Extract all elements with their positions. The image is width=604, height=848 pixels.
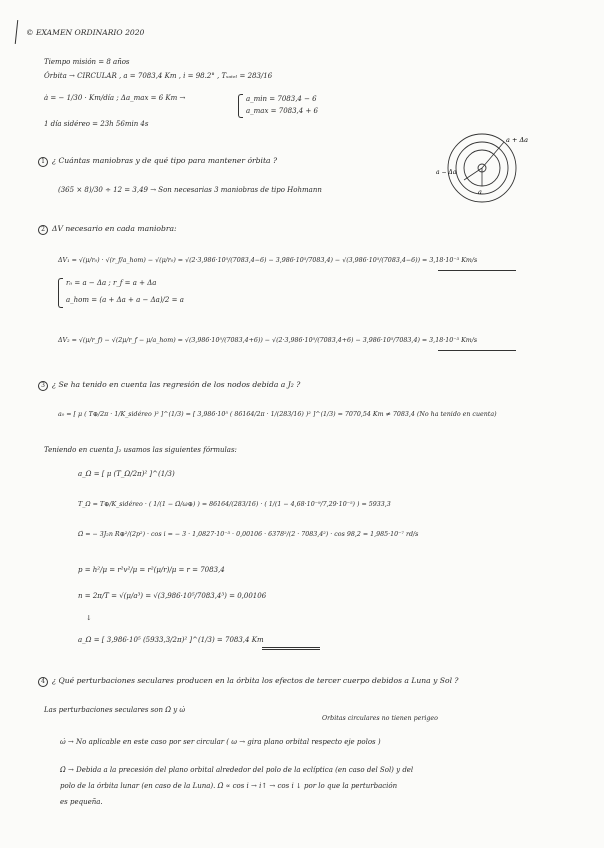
q4-line-2: ω̇ → No aplicable en este caso por ser circular ( ω → gira plano orbital respecto eje polos ) (60, 738, 381, 746)
q3-result-underline (262, 647, 320, 648)
given-line-4: 1 día sidéreo = 23h 56min 4s (44, 120, 149, 128)
q3-number: 3 (38, 381, 48, 391)
q3-a0: a₀ = [ μ ( T⊕/2π · 1/K_sidéreo )² ]^(1/3) = [ 3,986·10⁵ ( 86164/2π · 1/(283/16) )² ]^(1/3) = 7070,54 Km ≠ 7083,4 (No ha tenido en cuenta) (58, 411, 497, 418)
q1-number: 1 (38, 157, 48, 167)
q4-line-1: Las perturbaciones seculares son Ω̇ y ω̇ (44, 706, 186, 714)
q4-note: Orbitas circulares no tienen perigeo (322, 715, 438, 722)
q3-arrow: ↓ (86, 614, 92, 622)
q4-line-4: polo de la órbita lunar (en caso de la Luna). Ω̇ ∝ cos i → i↑ → cos i ↓ por lo que la perturbación (60, 782, 398, 790)
q1-question-text: ¿ Cuántas maniobras y de qué tipo para mantener órbita ? (52, 156, 278, 165)
given-brace (238, 94, 243, 118)
radius-inner (464, 168, 482, 180)
q4-question-text: ¿ Qué perturbaciones seculares producen en la órbita los efectos de tercer cuerpo debidos a Luna y Sol ? (52, 676, 459, 685)
q4-number: 4 (38, 677, 48, 687)
q3-question-text: ¿ Se ha tenido en cuenta las regresión de los nodos debida a J₂ ? (52, 380, 301, 389)
page-header: © EXAMEN ORDINARIO 2020 (26, 28, 145, 37)
q2-dv1-underline (438, 270, 516, 271)
q2-dv2-underline (438, 350, 516, 351)
q4-question (38, 676, 458, 687)
given-amax: a_max = 7083,4 + 6 (246, 107, 319, 115)
q3-result-underline-2 (262, 649, 320, 650)
q3-question (38, 380, 300, 391)
orbit-diagram (434, 128, 544, 208)
q4-line-5: es pequeña. (60, 798, 103, 806)
q2-radii: r₀ = a − Δa ; r_f = a + Δa (66, 279, 157, 287)
q1-question (38, 156, 277, 167)
q2-header (38, 224, 177, 235)
q2-brace (58, 278, 63, 308)
label-a-plus: a + Δa (506, 136, 529, 144)
q4-line-3: Ω̇ → Debida a la precesión del plano orbital alrededor del polo de la eclíptica (en caso del Sol) y del (60, 766, 414, 774)
q1-answer: (365 × 8)/30 ÷ 12 = 3,49 → Son necesarias 3 maniobras de tipo Hohmann (58, 186, 322, 194)
q3-formula-result: a_Ω = [ 3,986·10⁵ (5933,3/2π)² ]^(1/3) = 7083,4 Km (78, 636, 264, 644)
given-line-3: ȧ = − 1/30 · Km/día ; Δa_max = 6 Km → (44, 94, 186, 102)
q2-ahom: a_hom = (a + Δa + a − Δa)/2 = a (66, 296, 184, 304)
radius-outer (482, 142, 504, 168)
q3-formula-omega-dot: Ω̇ = − 3J₂n R⊕²/(2p²) · cos i = − 3 · 1,0827·10⁻³ · 0,00106 · 6378²/(2 · 7083,4²) · cos 98,2 = 1,985·10⁻⁷ rd/s (78, 531, 419, 538)
q3-formula-a-omega: a_Ω = [ μ (T_Ω/2π)² ]^(1/3) (78, 470, 175, 478)
margin-mark (15, 20, 19, 44)
q2-dv1: ΔV₁ = √(μ/r₀) · √(r_f/a_hom) − √(μ/r₀) = √(2·3,986·10⁵/(7083,4−6) − 3,986·10⁵/7083,4) − √(3,986·10⁵/(7083,4−6)) = 3,18·10⁻³ Km/s (58, 257, 478, 264)
q3-formula-n: n = 2π/T = √(μ/a³) = √(3,986·10⁵/7083,4³) = 0,00106 (78, 592, 267, 600)
given-amin: a_min = 7083,4 − 6 (246, 95, 317, 103)
given-line-1: Tiempo misión = 8 años (44, 58, 130, 66)
q2-intro: ΔV necesario en cada maniobra: (52, 224, 177, 233)
q2-number: 2 (38, 225, 48, 235)
q2-dv2: ΔV₂ = √(μ/r_f) − √(2μ/r_f − μ/a_hom) = √(3,986·10⁵/(7083,4+6)) − √(2·3,986·10⁵/(7083,4+6) − 3,986·10⁵/7083,4) = 3,18·10⁻³ Km/s (58, 337, 478, 344)
given-line-2: Órbita → CIRCULAR , a = 7083,4 Km , i = 98.2° , Tₛₐₜₑₗ = 283/16 (44, 72, 273, 80)
q3-formula-t-omega: T_Ω = T⊕/K_sidéreo · ( 1/(1 − Ω̇/ω⊕) ) = 86164/(283/16) · ( 1/(1 − 4,68·10⁻⁹/7,29·10⁻⁵) ) = 5933,3 (78, 501, 391, 508)
label-a-minus: a − Δa (436, 169, 457, 176)
label-a: a (478, 188, 482, 196)
q3-formula-p: p = h²/μ = r²v²/μ = r²(μ/r)/μ = r = 7083,4 (78, 566, 225, 574)
q3-intro: Teniendo en cuenta J₂ usamos las siguientes fórmulas: (44, 446, 237, 454)
